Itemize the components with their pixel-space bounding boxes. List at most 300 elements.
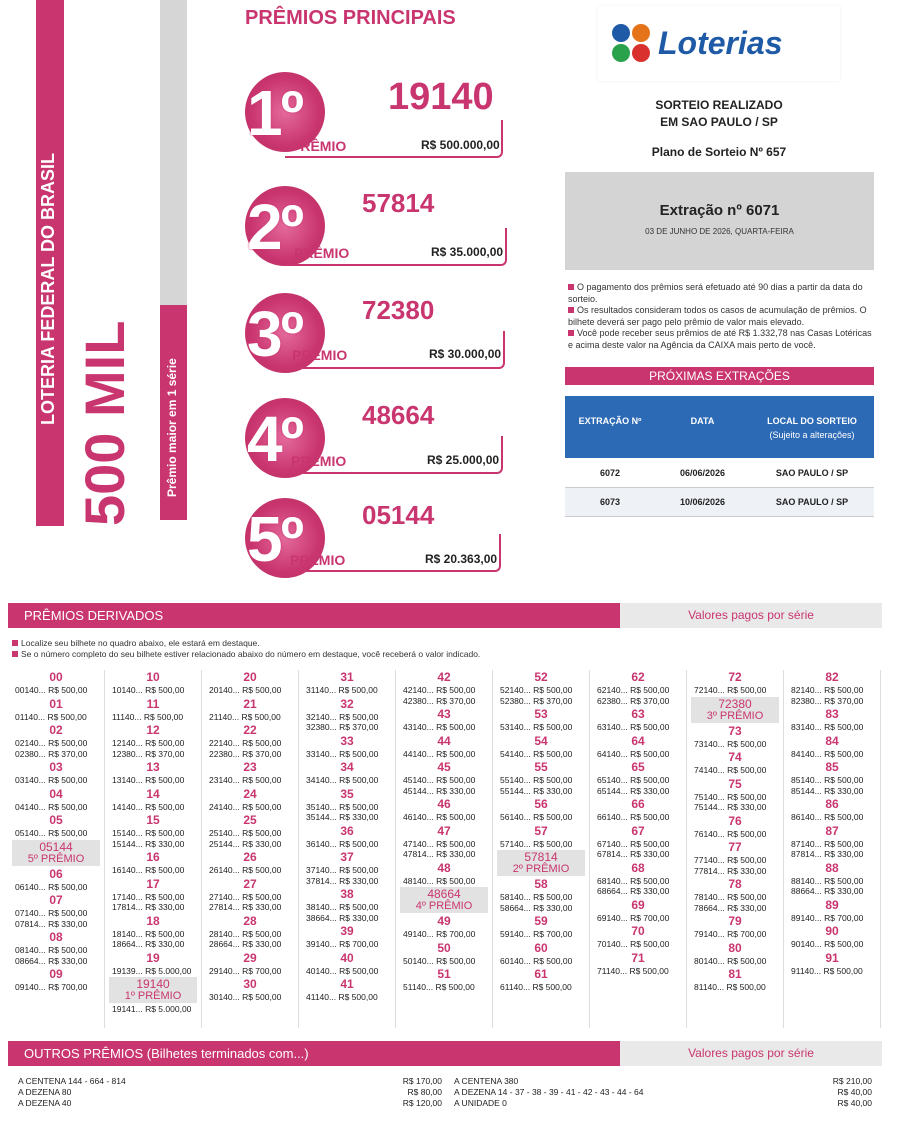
entry: 67814... R$ 330,00 bbox=[597, 849, 670, 859]
grid-column bbox=[784, 670, 881, 1028]
group-header: 05 bbox=[49, 813, 63, 827]
grid-column bbox=[687, 670, 784, 1028]
group-header: 23 bbox=[243, 760, 257, 774]
group-header: 02 bbox=[49, 723, 63, 737]
group-56 bbox=[493, 797, 589, 823]
prize-4 bbox=[245, 398, 510, 478]
entry: 79140... R$ 700,00 bbox=[694, 929, 767, 939]
entry: 08140... R$ 500,00 bbox=[15, 945, 88, 955]
group-header: 84 bbox=[825, 733, 839, 748]
group-header: 14 bbox=[146, 786, 160, 801]
group-32 bbox=[299, 697, 395, 733]
entry: 87814... R$ 330,00 bbox=[791, 849, 864, 859]
prize-5 bbox=[245, 498, 510, 578]
entry: 49140... R$ 700,00 bbox=[403, 929, 476, 939]
entry: 55140... R$ 500,00 bbox=[500, 775, 573, 785]
group-header: 43 bbox=[437, 707, 451, 721]
outros-row bbox=[454, 1087, 872, 1098]
group-67 bbox=[590, 824, 686, 860]
prize-3 bbox=[245, 293, 510, 373]
group-header: 39 bbox=[340, 924, 354, 938]
prize-label: PRÊMIO bbox=[291, 138, 347, 154]
note-item: O pagamento dos prêmios será efetuado até 90 dias a partir da data do sorteio. bbox=[568, 282, 863, 304]
entry: 26140... R$ 500,00 bbox=[209, 865, 282, 875]
entry: 14140... R$ 500,00 bbox=[112, 801, 185, 812]
entry: 58664... R$ 330,00 bbox=[500, 902, 573, 913]
entry: 78664... R$ 330,00 bbox=[694, 902, 767, 913]
group-header: 21 bbox=[243, 696, 257, 711]
entry: 82380... R$ 370,00 bbox=[791, 695, 864, 706]
outros-label: A CENTENA 144 - 664 - 814 bbox=[18, 1076, 126, 1086]
entry: 89140... R$ 700,00 bbox=[791, 912, 864, 923]
group-header: 90 bbox=[825, 924, 839, 938]
entry: 27814... R$ 330,00 bbox=[209, 902, 282, 912]
group-header: 81 bbox=[728, 967, 742, 981]
entry: 23140... R$ 500,00 bbox=[209, 775, 282, 785]
group-05 bbox=[8, 813, 104, 866]
entry: 18664... R$ 330,00 bbox=[112, 939, 185, 949]
group-41 bbox=[299, 977, 395, 1003]
group-header: 13 bbox=[146, 760, 160, 774]
entry: 25140... R$ 500,00 bbox=[209, 828, 282, 838]
prize-value: R$ 35.000,00 bbox=[431, 245, 504, 259]
group-29 bbox=[202, 951, 298, 977]
group-header: 10 bbox=[146, 670, 160, 684]
group-64 bbox=[590, 734, 686, 760]
entry: 08664... R$ 330,00 bbox=[15, 955, 88, 966]
entry: 72140... R$ 500,00 bbox=[694, 685, 767, 695]
group-31 bbox=[299, 670, 395, 696]
entry: 77814... R$ 330,00 bbox=[694, 865, 767, 876]
group-header: 50 bbox=[437, 940, 451, 955]
entry: 77140... R$ 500,00 bbox=[694, 855, 767, 865]
entry: 73140... R$ 500,00 bbox=[694, 738, 767, 749]
group-header: 35 bbox=[340, 786, 354, 801]
highlight-number: 19140 bbox=[136, 977, 170, 991]
group-header: 79 bbox=[728, 914, 742, 928]
group-04 bbox=[8, 787, 104, 813]
group-header: 31 bbox=[340, 670, 354, 684]
entry: 67140... R$ 500,00 bbox=[597, 838, 670, 849]
outros-value: R$ 80,00 bbox=[407, 1087, 442, 1097]
group-55 bbox=[493, 760, 589, 796]
group-82 bbox=[784, 670, 880, 706]
group-header: 11 bbox=[146, 696, 160, 711]
entry: 18140... R$ 500,00 bbox=[112, 928, 185, 939]
highlight-prize bbox=[691, 697, 779, 723]
entry: 07814... R$ 330,00 bbox=[15, 918, 88, 929]
entry: 62140... R$ 500,00 bbox=[597, 685, 670, 695]
group-74 bbox=[687, 750, 783, 776]
outros-row bbox=[18, 1076, 442, 1087]
group-header: 46 bbox=[437, 797, 451, 811]
group-header: 27 bbox=[243, 876, 257, 891]
entry: 56140... R$ 500,00 bbox=[500, 812, 573, 822]
group-header: 77 bbox=[728, 840, 742, 854]
entry: 35140... R$ 500,00 bbox=[306, 801, 379, 812]
group-header: 06 bbox=[49, 866, 63, 881]
group-header: 85 bbox=[825, 760, 839, 774]
proximas-title: PRÓXIMAS EXTRAÇÕES bbox=[565, 367, 874, 385]
group-54 bbox=[493, 734, 589, 760]
entry: 87140... R$ 500,00 bbox=[791, 838, 864, 849]
entry: 09140... R$ 700,00 bbox=[15, 982, 88, 992]
group-23 bbox=[202, 760, 298, 786]
group-header: 32 bbox=[340, 696, 354, 711]
entry: 45144... R$ 330,00 bbox=[403, 785, 476, 796]
entry: 70140... R$ 500,00 bbox=[597, 939, 670, 949]
group-header: 67 bbox=[631, 823, 645, 838]
group-header: 70 bbox=[631, 924, 645, 938]
group-header: 17 bbox=[146, 876, 160, 891]
entry: 37814... R$ 330,00 bbox=[306, 875, 379, 886]
group-header: 60 bbox=[534, 940, 548, 955]
entry: 05140... R$ 500,00 bbox=[15, 828, 88, 838]
instruction-item: Localize seu bilhete no quadro abaixo, ele estará em destaque. bbox=[12, 638, 480, 649]
prize-label: PRÊMIO bbox=[292, 347, 348, 363]
group-header: 86 bbox=[825, 797, 839, 811]
group-47 bbox=[396, 824, 492, 860]
group-header: 01 bbox=[49, 696, 63, 711]
row-data: 10/06/2026 bbox=[679, 497, 726, 507]
entry: 47140... R$ 500,00 bbox=[403, 838, 476, 849]
entry: 24140... R$ 500,00 bbox=[209, 801, 282, 812]
entry: 58140... R$ 500,00 bbox=[500, 892, 573, 902]
outros-value: R$ 40,00 bbox=[837, 1098, 872, 1108]
outros-row bbox=[454, 1098, 872, 1109]
entry: 75144... R$ 330,00 bbox=[694, 802, 767, 812]
entry: 10140... R$ 500,00 bbox=[112, 685, 185, 695]
entry: 65140... R$ 500,00 bbox=[597, 775, 670, 785]
prize-label: PRÊMIO bbox=[291, 453, 347, 469]
entry: 63140... R$ 500,00 bbox=[597, 722, 670, 732]
entry: 27140... R$ 500,00 bbox=[209, 891, 282, 902]
entry: 69140... R$ 700,00 bbox=[597, 912, 670, 923]
group-09 bbox=[8, 967, 104, 993]
group-01 bbox=[8, 697, 104, 723]
derivados-title: PRÊMIOS DERIVADOS bbox=[8, 603, 620, 628]
group-header: 73 bbox=[728, 723, 742, 738]
group-header: 69 bbox=[631, 897, 645, 912]
prize-ordinal: 2º bbox=[247, 191, 302, 263]
entry: 66140... R$ 500,00 bbox=[597, 812, 670, 822]
group-69 bbox=[590, 898, 686, 924]
entry: 34140... R$ 500,00 bbox=[306, 775, 379, 785]
entry: 48140... R$ 500,00 bbox=[403, 875, 476, 886]
group-16 bbox=[105, 850, 201, 876]
group-15 bbox=[105, 813, 201, 849]
highlight-number: 72380 bbox=[718, 696, 752, 711]
note-item: Você pode receber seus prêmios de até R$ 1.332,78 nas Casas Lotéricas e acima deste valor na Agência da CAIXA mais perto de você. bbox=[568, 328, 872, 350]
group-header: 87 bbox=[825, 823, 839, 838]
prize-ordinal: 3º bbox=[247, 298, 302, 370]
highlight-number: 48664 bbox=[427, 887, 461, 901]
entry: 37140... R$ 500,00 bbox=[306, 865, 379, 875]
header-extracao: EXTRAÇÃO Nº bbox=[578, 416, 642, 426]
group-header: 15 bbox=[146, 813, 160, 827]
group-03 bbox=[8, 760, 104, 786]
group-header: 33 bbox=[340, 733, 354, 748]
entry: 13140... R$ 500,00 bbox=[112, 775, 185, 785]
group-header: 63 bbox=[631, 707, 645, 721]
group-34 bbox=[299, 760, 395, 786]
prize-value: R$ 500.000,00 bbox=[421, 138, 500, 152]
entry: 32140... R$ 500,00 bbox=[306, 711, 379, 722]
group-76 bbox=[687, 814, 783, 840]
group-header: 76 bbox=[728, 813, 742, 828]
row-local: SAO PAULO / SP bbox=[775, 497, 849, 507]
prize-1 bbox=[245, 72, 510, 162]
proximas-header bbox=[565, 396, 874, 458]
entry: 42140... R$ 500,00 bbox=[403, 685, 476, 695]
entry: 53140... R$ 500,00 bbox=[500, 722, 573, 732]
group-25 bbox=[202, 813, 298, 849]
header-data: DATA bbox=[690, 416, 715, 426]
loterias-logo bbox=[598, 6, 840, 81]
group-45 bbox=[396, 760, 492, 796]
group-18 bbox=[105, 914, 201, 950]
group-header: 88 bbox=[825, 860, 839, 875]
group-header: 65 bbox=[631, 760, 645, 774]
group-header: 72 bbox=[728, 670, 742, 684]
group-38 bbox=[299, 887, 395, 923]
outros-value: R$ 210,00 bbox=[832, 1076, 872, 1086]
group-49 bbox=[396, 914, 492, 940]
entry: 64140... R$ 500,00 bbox=[597, 748, 670, 759]
group-header: 24 bbox=[243, 786, 257, 801]
group-header: 48 bbox=[437, 860, 451, 875]
group-26 bbox=[202, 850, 298, 876]
group-89 bbox=[784, 898, 880, 924]
highlight-prize bbox=[12, 840, 100, 866]
group-70 bbox=[590, 924, 686, 950]
entry: 28664... R$ 330,00 bbox=[209, 939, 282, 949]
group-30 bbox=[202, 977, 298, 1003]
entry: 17814... R$ 330,00 bbox=[112, 902, 185, 912]
group-header: 55 bbox=[534, 760, 548, 774]
outros-row bbox=[18, 1087, 442, 1098]
group-header: 20 bbox=[243, 670, 257, 684]
group-86 bbox=[784, 797, 880, 823]
group-header: 26 bbox=[243, 850, 257, 864]
entry: 82140... R$ 500,00 bbox=[791, 685, 864, 695]
group-50 bbox=[396, 941, 492, 967]
group-91 bbox=[784, 951, 880, 977]
entry: 71140... R$ 500,00 bbox=[597, 965, 669, 976]
group-header: 61 bbox=[534, 967, 548, 981]
entry: 35144... R$ 330,00 bbox=[306, 812, 379, 822]
group-13 bbox=[105, 760, 201, 786]
prize-number: 48664 bbox=[362, 400, 435, 430]
prize-ordinal: 4º bbox=[247, 403, 302, 475]
entry: 21140... R$ 500,00 bbox=[209, 711, 281, 722]
sorteio-line2: EM SAO PAULO / SP bbox=[660, 115, 778, 129]
group-header: 36 bbox=[340, 823, 354, 838]
entry: 68140... R$ 500,00 bbox=[597, 875, 670, 886]
group-21 bbox=[202, 697, 298, 723]
group-14 bbox=[105, 787, 201, 813]
group-header: 44 bbox=[437, 733, 451, 748]
outros-row bbox=[18, 1098, 442, 1109]
group-header: 80 bbox=[728, 940, 742, 955]
entry: 25144... R$ 330,00 bbox=[209, 838, 282, 849]
entry: 19139... R$ 5.000,00 bbox=[112, 965, 192, 976]
group-header: 42 bbox=[437, 670, 451, 684]
prize-label: PRÊMIO bbox=[290, 552, 346, 568]
group-12 bbox=[105, 723, 201, 759]
group-10 bbox=[105, 670, 201, 696]
entry: 62380... R$ 370,00 bbox=[597, 695, 670, 706]
instruction-item: Se o número completo do seu bilhete estiver relacionado abaixo do número em destaque, você receberá o valor indicado. bbox=[12, 649, 480, 660]
entry: 50140... R$ 500,00 bbox=[403, 955, 476, 966]
group-85 bbox=[784, 760, 880, 796]
group-80 bbox=[687, 941, 783, 967]
group-header: 29 bbox=[243, 950, 257, 965]
entry: 38664... R$ 330,00 bbox=[306, 912, 379, 923]
row-data: 06/06/2026 bbox=[679, 468, 726, 478]
outros-label: A DEZENA 14 - 37 - 38 - 39 - 41 - 42 - 43 - 44 - 64 bbox=[454, 1087, 644, 1097]
grid-column bbox=[202, 670, 299, 1028]
group-90 bbox=[784, 924, 880, 950]
banner-title: LOTERIA FEDERAL DO BRASIL bbox=[38, 152, 58, 425]
row-extracao: 6073 bbox=[599, 497, 621, 507]
header-note: (Sujeito a alterações) bbox=[769, 430, 855, 440]
proximas-row bbox=[565, 488, 874, 517]
group-header: 28 bbox=[243, 913, 257, 928]
group-header: 38 bbox=[340, 887, 354, 901]
group-02 bbox=[8, 723, 104, 759]
group-header: 78 bbox=[728, 877, 742, 891]
prize-value: R$ 20.363,00 bbox=[425, 552, 498, 566]
entry: 22140... R$ 500,00 bbox=[209, 738, 282, 748]
entry: 04140... R$ 500,00 bbox=[15, 801, 88, 812]
outros-label: A CENTENA 380 bbox=[454, 1076, 519, 1086]
group-header: 66 bbox=[631, 797, 645, 811]
outros-right-list bbox=[454, 1076, 872, 1109]
group-header: 64 bbox=[631, 733, 645, 748]
group-35 bbox=[299, 787, 395, 823]
prize-value: R$ 30.000,00 bbox=[429, 347, 502, 361]
entry: 29140... R$ 700,00 bbox=[209, 965, 282, 976]
group-87 bbox=[784, 824, 880, 860]
outros-value: R$ 40,00 bbox=[837, 1087, 872, 1097]
highlight-number: 05144 bbox=[39, 839, 73, 854]
group-53 bbox=[493, 707, 589, 733]
group-header: 91 bbox=[825, 950, 839, 965]
highlight-label: 3º PRÊMIO bbox=[706, 709, 764, 722]
entry: 39140... R$ 700,00 bbox=[306, 939, 379, 949]
group-57 bbox=[493, 824, 589, 877]
entry: 12380... R$ 370,00 bbox=[112, 748, 185, 759]
entry: 75140... R$ 500,00 bbox=[694, 791, 767, 802]
plan-number: Plano de Sorteio Nº 657 bbox=[651, 145, 787, 159]
group-17 bbox=[105, 877, 201, 913]
group-header: 51 bbox=[437, 967, 451, 981]
entry: 46140... R$ 500,00 bbox=[403, 812, 476, 822]
grid-column bbox=[493, 670, 590, 1028]
main-title: PRÊMIOS PRINCIPAIS bbox=[245, 7, 456, 29]
entry: 06140... R$ 500,00 bbox=[15, 881, 88, 892]
entry: 20140... R$ 500,00 bbox=[209, 685, 282, 695]
entry: 91140... R$ 500,00 bbox=[791, 965, 863, 976]
entry: 32380... R$ 370,00 bbox=[306, 722, 379, 732]
group-07 bbox=[8, 893, 104, 929]
grid-column bbox=[105, 670, 202, 1028]
prize-number: 57814 bbox=[362, 188, 435, 218]
entry: 44140... R$ 500,00 bbox=[403, 748, 476, 759]
note-item: Os resultados consideram todos os casos de acumulação de prêmios. O bilhete deverá ser pago pelo prêmio de valor mais elevado. bbox=[568, 305, 867, 327]
group-06 bbox=[8, 867, 104, 893]
group-63 bbox=[590, 707, 686, 733]
group-44 bbox=[396, 734, 492, 760]
row-local: SAO PAULO / SP bbox=[775, 468, 849, 478]
entry: 51140... R$ 500,00 bbox=[403, 982, 475, 992]
highlight-label: 5º PRÊMIO bbox=[27, 852, 85, 865]
group-header: 25 bbox=[243, 813, 257, 827]
highlight-label: 1º PRÊMIO bbox=[124, 990, 182, 1002]
group-78 bbox=[687, 877, 783, 913]
group-83 bbox=[784, 707, 880, 733]
outros-label: A DEZENA 80 bbox=[18, 1087, 72, 1097]
grid-column bbox=[8, 670, 105, 1028]
outros-left-list bbox=[18, 1076, 442, 1109]
group-81 bbox=[687, 967, 783, 993]
group-52 bbox=[493, 670, 589, 706]
highlight-prize bbox=[497, 850, 585, 876]
group-43 bbox=[396, 707, 492, 733]
highlight-label: 4º PRÊMIO bbox=[415, 900, 473, 912]
group-24 bbox=[202, 787, 298, 813]
group-header: 59 bbox=[534, 914, 548, 928]
group-62 bbox=[590, 670, 686, 706]
grid-column bbox=[396, 670, 493, 1028]
entry: 01140... R$ 500,00 bbox=[15, 711, 87, 722]
entry: 80140... R$ 500,00 bbox=[694, 955, 767, 966]
group-header: 37 bbox=[340, 850, 354, 864]
entry: 52380... R$ 370,00 bbox=[500, 695, 573, 706]
entry: 57140... R$ 500,00 bbox=[500, 838, 573, 849]
entry: 81140... R$ 500,00 bbox=[694, 982, 766, 992]
group-08 bbox=[8, 930, 104, 966]
entry: 47814... R$ 330,00 bbox=[403, 849, 476, 859]
group-36 bbox=[299, 824, 395, 850]
entry: 59140... R$ 700,00 bbox=[500, 929, 573, 939]
banner-subtitle: Prêmio maior em 1 série bbox=[165, 358, 179, 497]
group-header: 71 bbox=[631, 950, 645, 965]
group-header: 68 bbox=[631, 860, 645, 875]
group-66 bbox=[590, 797, 686, 823]
entry: 17140... R$ 500,00 bbox=[112, 891, 185, 902]
highlight-prize bbox=[400, 887, 488, 913]
prize-2 bbox=[245, 186, 510, 268]
group-header: 30 bbox=[243, 977, 257, 991]
entry: 54140... R$ 500,00 bbox=[500, 748, 573, 759]
group-header: 83 bbox=[825, 707, 839, 721]
group-58 bbox=[493, 877, 589, 913]
group-42 bbox=[396, 670, 492, 706]
entry: 31140... R$ 500,00 bbox=[306, 685, 378, 695]
prize-value: R$ 25.000,00 bbox=[427, 453, 500, 467]
entry: 76140... R$ 500,00 bbox=[694, 828, 767, 839]
entry: 00140... R$ 500,00 bbox=[15, 685, 88, 695]
entry: 19141... R$ 5.000,00 bbox=[112, 1004, 192, 1014]
header-local: LOCAL DO SORTEIO bbox=[767, 416, 857, 426]
prize-ordinal: 1º bbox=[247, 77, 302, 149]
group-65 bbox=[590, 760, 686, 796]
entry: 11140... R$ 500,00 bbox=[112, 711, 184, 722]
entry: 02380... R$ 370,00 bbox=[15, 748, 88, 759]
derivados-grid bbox=[8, 670, 882, 1028]
